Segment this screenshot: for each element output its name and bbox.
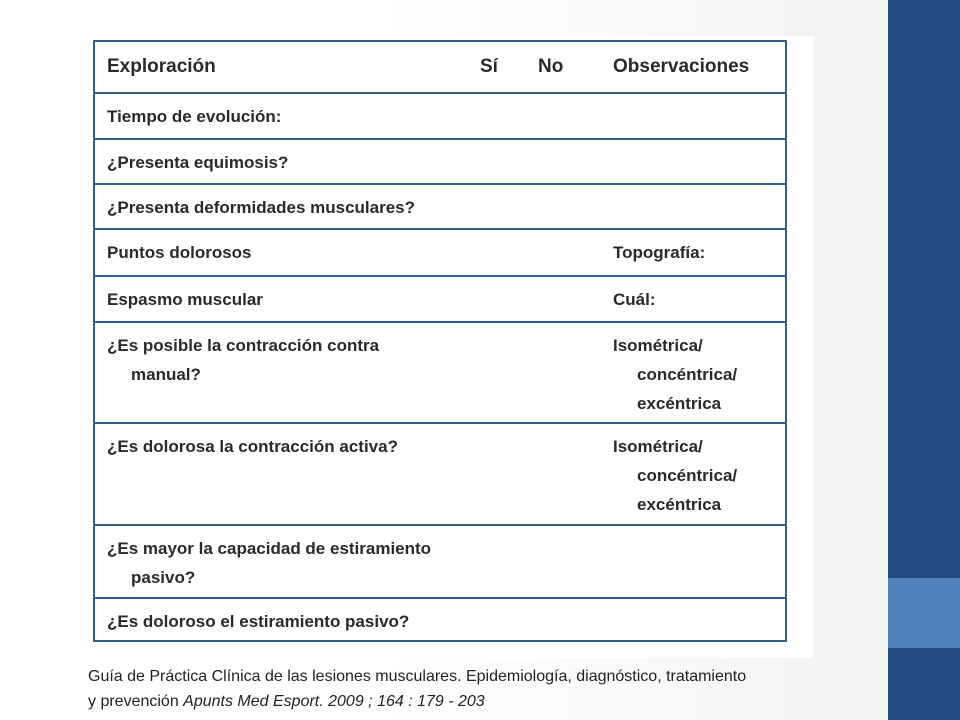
caption-line-2: [88, 689, 888, 714]
exploration-text: Espasmo muscular: [107, 290, 263, 309]
exploration-cell: [107, 193, 415, 222]
exploration-text: Puntos dolorosos: [107, 243, 252, 262]
header-observations: Observaciones: [613, 56, 750, 77]
observation-text: concéntrica/: [637, 365, 738, 384]
table-row: [95, 277, 785, 323]
observation-text: Cuál:: [613, 290, 656, 309]
observation-text: Isométrica/: [613, 336, 703, 355]
caption-citation: Apunts Med Esport. 2009 ; 164 : 179 - 203: [183, 693, 485, 710]
observation-text: Topografía:: [613, 243, 706, 262]
header-yes: Sí: [480, 56, 498, 77]
observation-cell: [613, 238, 705, 267]
observation-text: excéntrica: [637, 394, 722, 413]
table-row: [95, 94, 785, 140]
exploration-text: ¿Presenta deformidades musculares?: [107, 198, 416, 217]
table-row: [95, 599, 785, 640]
exploration-text: ¿Es mayor la capacidad de estiramiento: [107, 539, 432, 558]
exploration-text: manual?: [131, 365, 201, 384]
table-row: [95, 230, 785, 277]
exploration-cell: [107, 238, 252, 267]
sidebar-accent-block: [888, 578, 960, 648]
observation-cell: [613, 432, 737, 519]
exploration-cell: [107, 331, 379, 389]
observation-text: Isométrica/: [613, 437, 703, 456]
exploration-text: Tiempo de evolución:: [107, 107, 282, 126]
caption-plain-text: y prevención: [88, 693, 184, 710]
exploration-cell: [107, 102, 281, 131]
exploration-text: pasivo?: [131, 568, 196, 587]
exploration-text: ¿Es doloroso el estiramiento pasivo?: [107, 612, 410, 631]
table-row: [95, 185, 785, 230]
table-row: [95, 140, 785, 185]
header-no: No: [538, 56, 564, 77]
table-row: [95, 526, 785, 599]
caption-line-1: Guía de Práctica Clínica de las lesiones musculares. Epidemiología, diagnóstico, tratamiento: [88, 668, 747, 685]
exploration-table-image: [73, 36, 813, 658]
exploration-cell: [107, 534, 431, 592]
exploration-text: ¿Es dolorosa la contracción activa?: [107, 437, 398, 456]
observation-cell: [613, 331, 737, 418]
source-caption: [88, 664, 888, 714]
exploration-text: ¿Es posible la contracción contra: [107, 336, 380, 355]
observation-text: excéntrica: [637, 495, 722, 514]
observation-text: concéntrica/: [637, 466, 738, 485]
exploration-cell: [107, 285, 263, 314]
exploration-cell: [107, 607, 409, 636]
table-header-row: [95, 42, 785, 94]
exploration-text: ¿Presenta equimosis?: [107, 153, 289, 172]
observation-cell: [613, 285, 656, 314]
exploration-cell: [107, 432, 398, 461]
exploration-table: [93, 40, 787, 642]
exploration-cell: [107, 148, 288, 177]
header-exploration: Exploración: [107, 56, 216, 77]
table-row: [95, 424, 785, 526]
table-row: [95, 323, 785, 424]
